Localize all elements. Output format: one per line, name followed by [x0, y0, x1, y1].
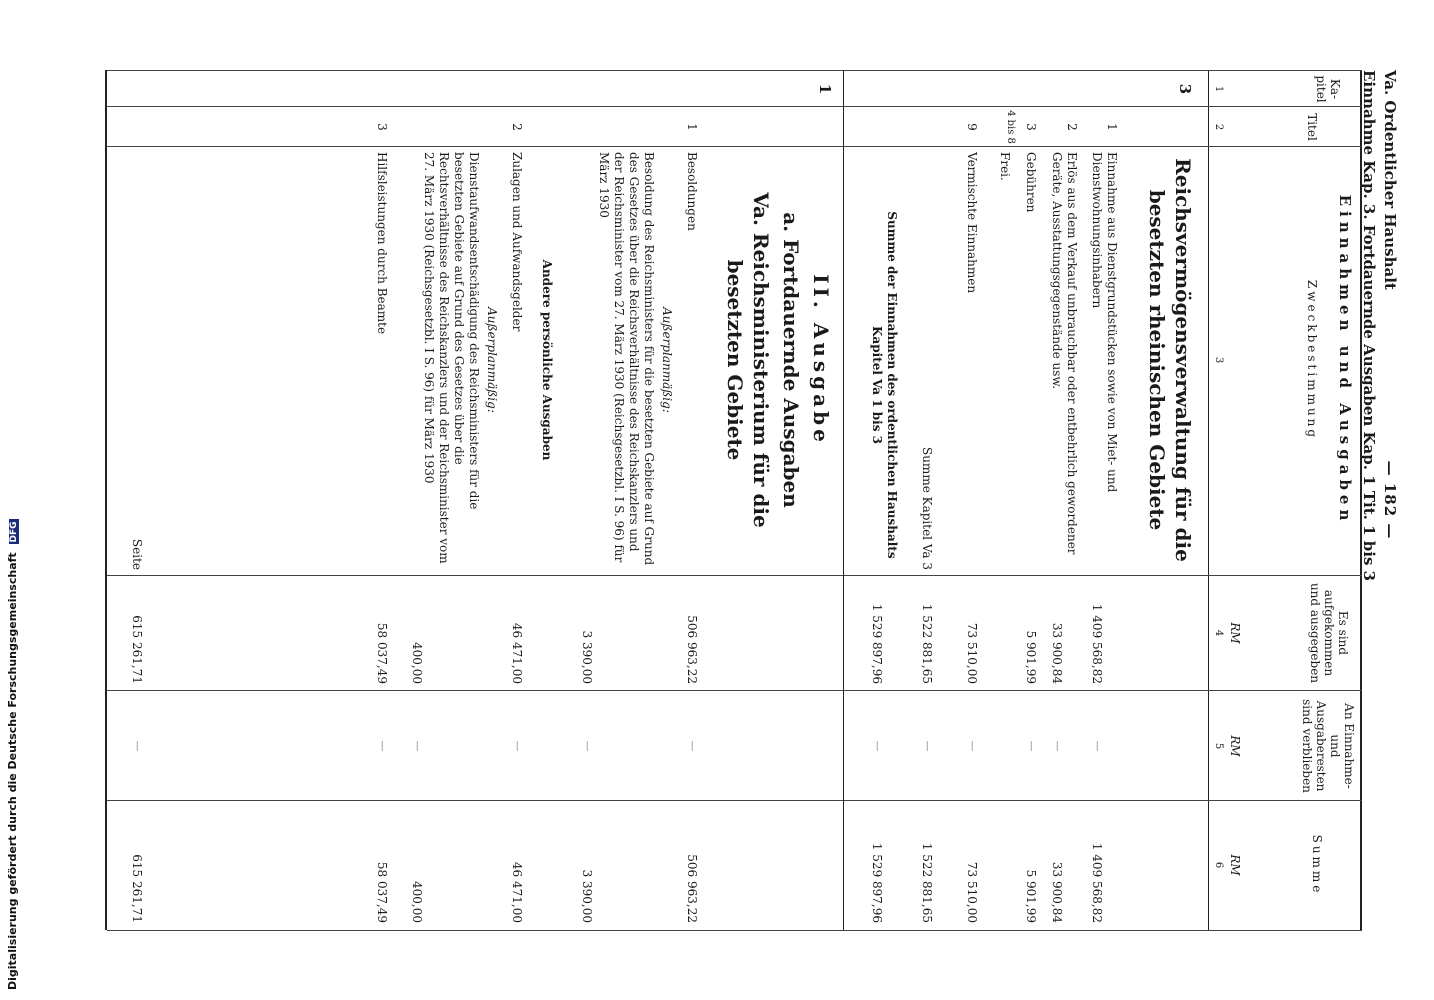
summe-kapitel-col5: —: [921, 740, 934, 752]
amount-col5: —: [1051, 740, 1064, 752]
header-left: Va. Ordentlicher Haushalt: [1381, 70, 1399, 290]
col-head-6: Summe: [1310, 834, 1324, 896]
amount-col4: 46 471,00: [510, 622, 524, 684]
summe-einnahmen-col4: 1 529 897,96: [870, 603, 884, 684]
amount-col5: —: [581, 740, 594, 752]
amount-col4: 5 901,99: [1024, 630, 1038, 684]
subhead: Außerplanmäßig:: [660, 307, 674, 413]
amount-col6: 400,00: [410, 881, 424, 923]
col-head-titel: Titel: [1305, 113, 1319, 141]
subhead: Andere persönliche Ausgaben: [540, 259, 554, 461]
row-text: Besoldung des Reichsministers für die besetzten Gebiete auf Grund des Gesetzes über die Reichsverhältnisse des Reichskanzlers und der Reichsminister vom 27. März 1930 (Reichsgesetzbl. I S. 96) für März 1930: [597, 152, 656, 566]
row-text: Gebühren: [1024, 152, 1038, 213]
section-rule: [843, 70, 844, 930]
row-text: Zulagen und Aufwandsgelder: [510, 152, 524, 332]
amount-col5: —: [411, 740, 424, 752]
amount-col5: —: [966, 740, 979, 752]
unit-5: RM: [1228, 735, 1242, 757]
digitization-note: [6, 519, 19, 990]
col-number: 1: [1213, 85, 1224, 93]
amount-col6: 73 510,00: [965, 861, 979, 923]
digitization-text: Digitalisierung gefördert durch die Deutsche Forschungsgemeinschaft: [6, 552, 19, 990]
heading-ausgabe: II. Ausgabe: [809, 274, 833, 446]
col-head-5: An Einnahme- und Ausgaberesten sind verblieben: [1300, 699, 1356, 793]
amount-col4: 3 390,00: [580, 630, 594, 684]
titel-number: 3: [375, 123, 389, 131]
col-head-zweck-sub: Zweckbestimmung: [1305, 279, 1319, 441]
col-head-zweck: Einnahmen und Ausgaben: [1336, 194, 1354, 526]
summe-kapitel-col4: 1 522 881,65: [920, 603, 934, 684]
header-rule: [1208, 70, 1209, 930]
titel-number: 1: [685, 123, 699, 131]
heading-ministerium: Va. Reichsministerium für die besetzten Gebiete: [723, 192, 773, 528]
kapitel-number: 3: [1176, 83, 1194, 95]
heading-fortdauernde: a. Fortdauernde Ausgaben: [779, 212, 803, 508]
amount-col4: 33 900,84: [1050, 622, 1064, 684]
col-border: [107, 930, 1362, 931]
section-title: Reichsvermögensverwaltung für die besetzten rheinischen Gebiete: [1145, 158, 1195, 562]
col-head-kapitel: Ka- pitel: [1314, 75, 1342, 103]
kapitel-number: 1: [816, 83, 834, 95]
amount-col5: —: [1091, 740, 1104, 752]
seite-col4: 615 261,71: [130, 615, 144, 684]
summe-kapitel-col6: 1 522 881,65: [920, 842, 934, 923]
col-border: [107, 690, 1362, 691]
col-number: 4: [1213, 629, 1224, 637]
col-border: [107, 575, 1362, 576]
amount-col6: 5 901,99: [1024, 869, 1038, 923]
seite-col5: —: [131, 740, 144, 752]
amount-col5: —: [511, 740, 524, 752]
col-number: 5: [1213, 742, 1224, 750]
summe-einnahmen-label: Summe der Einnahmen des ordentlichen Haushalts Kapitel Va 1 bis 3: [870, 211, 899, 559]
titel-number: 2: [510, 123, 524, 131]
titel-number: 3: [1024, 123, 1038, 131]
amount-col4: 1 409 568,82: [1090, 603, 1104, 684]
col-number: 2: [1213, 123, 1224, 131]
row-text: Erlös aus dem Verkauf unbrauchbar oder entbehrlich gewordener Geräte, Ausstattungsgegenstände usw.: [1050, 152, 1079, 555]
page-number: — 182 —: [1381, 460, 1399, 540]
unit-6: RM: [1228, 854, 1242, 876]
amount-col5: —: [376, 740, 389, 752]
col-border: [107, 800, 1362, 801]
titel-number: 4 bis 8: [1005, 110, 1016, 144]
page-header: [1381, 70, 1399, 930]
amount-col6: 506 963,22: [685, 854, 699, 923]
row-text: Vermischte Einnahmen: [965, 152, 979, 294]
amount-col6: 58 037,49: [375, 861, 389, 923]
row-text: Frei.: [998, 152, 1012, 181]
amount-col4: 506 963,22: [685, 615, 699, 684]
seite-col6: 615 261,71: [130, 854, 144, 923]
col-border: [107, 106, 1362, 107]
amount-col6: 1 409 568,82: [1090, 842, 1104, 923]
titel-number: 1: [1105, 123, 1119, 131]
subhead: Außerplanmäßig:: [485, 307, 499, 413]
summe-kapitel-label: Summe Kapitel Va 3: [920, 446, 934, 570]
summe-einnahmen-col5: —: [871, 740, 884, 752]
amount-col6: 33 900,84: [1050, 861, 1064, 923]
page-subtitle: Einnahme Kap. 3. Fortdauernde Ausgaben Kap. 1 Tit. 1 bis 3: [1360, 70, 1378, 582]
summe-einnahmen-col6: 1 529 897,96: [870, 842, 884, 923]
row-text: Hilfsleistungen durch Beamte: [375, 152, 389, 335]
col-number: 3: [1213, 356, 1224, 364]
amount-col4: 58 037,49: [375, 622, 389, 684]
row-text: Einnahme aus Dienstgrundstücken sowie von Miet- und Dienstwohnungsinhabern: [1090, 152, 1119, 493]
amount-col5: —: [1025, 740, 1038, 752]
amount-col5: —: [686, 740, 699, 752]
col-head-4: Es sind aufgekommen und ausgegeben: [1308, 582, 1350, 684]
row-text: Dienstaufwandsentschädigung des Reichsministers für die besetzten Gebiete auf Grund des Gesetzes über die Rechtsverhältnisse des Reichskanzlers und der Reichsminister vom 27. März 1930 (Reichsgesetzbl. I S. 96) für März 1930: [422, 152, 481, 564]
dfg-logo: DFG: [9, 521, 19, 543]
amount-col4: 73 510,00: [965, 622, 979, 684]
row-text: Besoldungen: [685, 152, 699, 231]
titel-number: 9: [965, 123, 979, 131]
amount-col4: 400,00: [410, 642, 424, 684]
col-border: [107, 70, 1362, 71]
col-border: [107, 146, 1362, 147]
seite-label: Seite: [130, 538, 144, 570]
amount-col6: 3 390,00: [580, 869, 594, 923]
bottom-rule: [105, 70, 107, 930]
titel-number: 2: [1065, 123, 1079, 131]
amount-col6: 46 471,00: [510, 861, 524, 923]
top-rule: [1360, 70, 1362, 930]
unit-4: RM: [1228, 622, 1242, 644]
col-number: 6: [1213, 861, 1224, 869]
